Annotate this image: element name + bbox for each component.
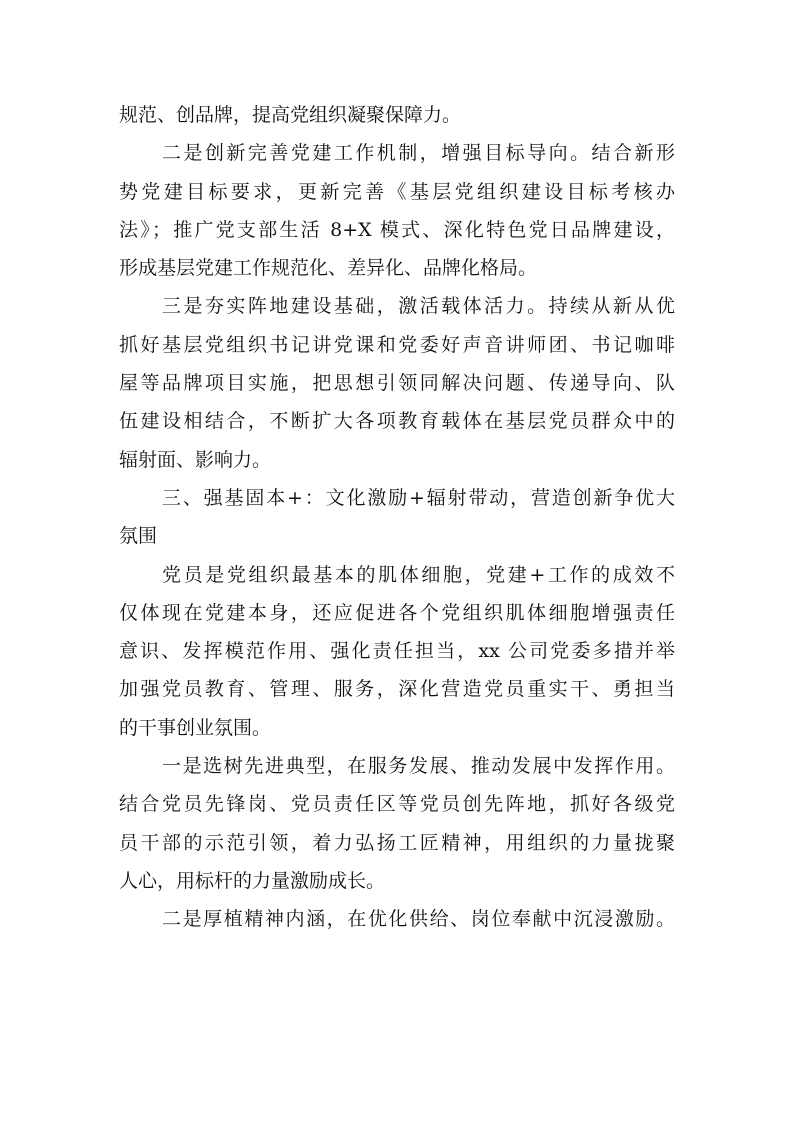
paragraph-first-line: 一是选树先进典型，在服务发展、推动发展中发挥作用。	[162, 755, 675, 778]
document-body	[119, 96, 675, 939]
text-line: 法》；推广党支部生活 8+X 模式、深化特色党日品牌建设，	[119, 218, 675, 241]
text-line: 规范、创品牌，提高党组织凝聚保障力。	[119, 104, 462, 126]
text-line: 结合党员先锋岗、党员责任区等党员创先阵地，抓好各级党	[119, 793, 675, 816]
section-heading-line: 氛围	[119, 525, 158, 548]
paragraph-first-line: 党员是党组织最基本的肌体细胞，党建+工作的成效不	[162, 563, 675, 586]
text-line: 辐射面、影响力。	[119, 448, 272, 471]
text-line: 员干部的示范引领，着力弘扬工匠精神，用组织的力量拢聚	[119, 831, 675, 854]
text-line: 势党建目标要求，更新完善《基层党组织建设目标考核办	[119, 180, 675, 203]
text-line: 抓好基层党组织书记讲党课和党委好声音讲师团、书记咖啡	[119, 333, 675, 356]
text-line: 加强党员教育、管理、服务，深化营造党员重实干、勇担当	[119, 678, 675, 701]
text-line: 伍建设相结合，不断扩大各项教育载体在基层党员群众中的	[119, 410, 675, 433]
text-line: 人心，用标杆的力量激励成长。	[119, 869, 386, 892]
paragraph-first-line: 二是厚植精神内涵，在优化供给、岗位奉献中沉浸激励。	[162, 908, 675, 931]
text-line: 屋等品牌项目实施，把思想引领同解决问题、传递导向、队	[119, 372, 675, 395]
section-heading-line: 三、强基固本+：文化激励+辐射带动，营造创新争优大	[162, 486, 675, 509]
text-line: 意识、发挥模范作用、强化责任担当，xx 公司党委多措并举	[119, 640, 675, 663]
text-line: 的干事创业氛围。	[119, 716, 272, 739]
paragraph-first-line: 三是夯实阵地建设基础，激活载体活力。持续从新从优	[162, 295, 675, 318]
text-line: 仅体现在党建本身，还应促进各个党组织肌体细胞增强责任	[119, 601, 675, 624]
text-line: 形成基层党建工作规范化、差异化、品牌化格局。	[119, 257, 538, 280]
paragraph-first-line: 二是创新完善党建工作机制，增强目标导向。结合新形	[162, 142, 675, 165]
